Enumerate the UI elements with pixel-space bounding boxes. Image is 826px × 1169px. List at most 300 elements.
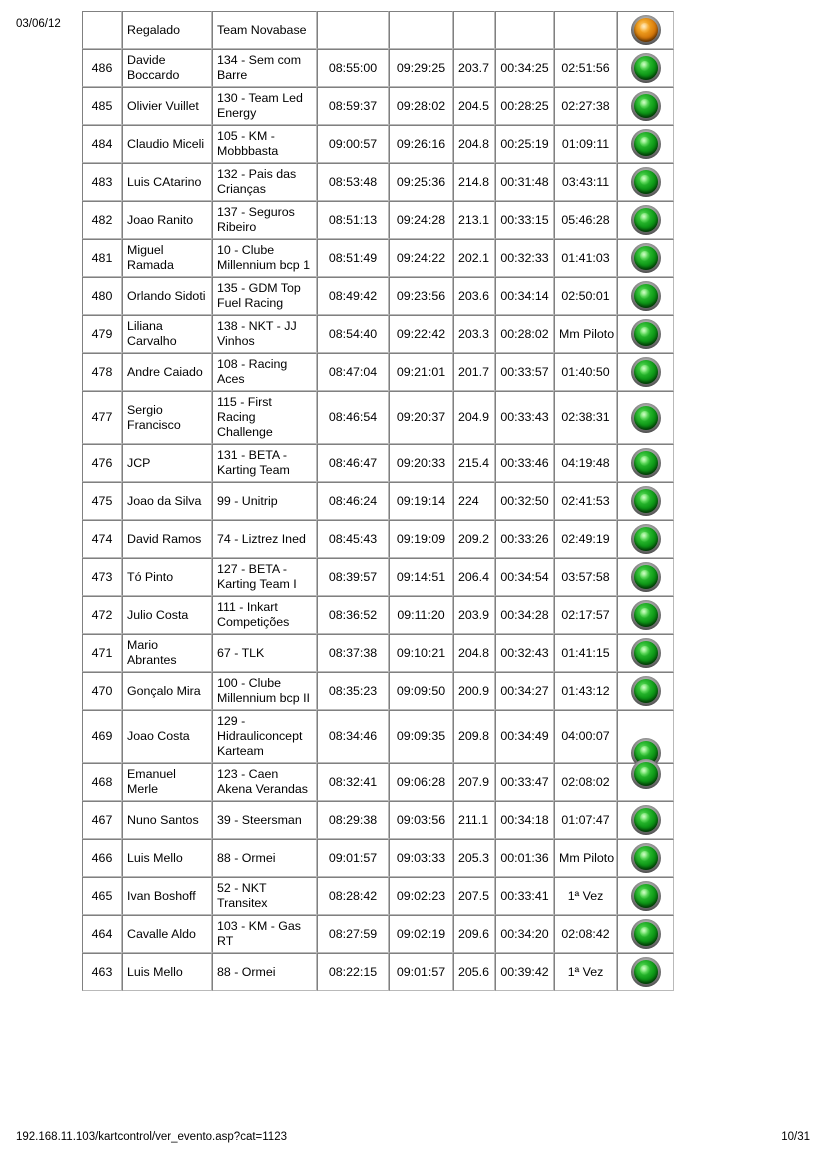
driver-name-cell: Cavalle Aldo	[122, 915, 212, 953]
table-row	[82, 315, 674, 353]
driver-name-cell: Joao da Silva	[122, 482, 212, 520]
end-time-cell: 09:20:37	[389, 391, 453, 444]
status-green-light-icon	[631, 881, 661, 911]
lamp-bulb	[634, 762, 658, 786]
driver-name-cell: Nuno Santos	[122, 801, 212, 839]
speed-cell: 201.7	[453, 353, 495, 391]
status-green-light-icon	[631, 524, 661, 554]
status-green-light-icon	[631, 448, 661, 478]
driver-name-cell: Claudio Miceli	[122, 125, 212, 163]
start-time-cell: 08:32:41	[317, 763, 389, 801]
end-time-cell: 09:11:20	[389, 596, 453, 634]
lamp-bulb	[634, 808, 658, 832]
team-name-cell: 100 - Clube Millennium bcp II	[212, 672, 317, 710]
lamp-bulb	[634, 679, 658, 703]
kart-number-cell: 478	[82, 353, 122, 391]
status-green-light-icon	[631, 919, 661, 949]
team-name-cell: 137 - Seguros Ribeiro	[212, 201, 317, 239]
driver-name-cell: David Ramos	[122, 520, 212, 558]
best-time-cell: 04:19:48	[554, 444, 617, 482]
kart-number-cell: 466	[82, 839, 122, 877]
driver-name-cell: Tó Pinto	[122, 558, 212, 596]
duration-cell: 00:34:27	[495, 672, 554, 710]
end-time-cell: 09:26:16	[389, 125, 453, 163]
kart-number-cell: 471	[82, 634, 122, 672]
team-name-cell: 129 - Hidrauliconcept Karteam	[212, 710, 317, 763]
table-row	[82, 634, 674, 672]
duration-cell: 00:33:15	[495, 201, 554, 239]
end-time-cell: 09:25:36	[389, 163, 453, 201]
lamp-bulb	[634, 94, 658, 118]
table-row	[82, 239, 674, 277]
kart-number-cell: 483	[82, 163, 122, 201]
status-green-light-icon	[631, 53, 661, 83]
duration-cell: 00:34:14	[495, 277, 554, 315]
best-time-cell: 02:08:42	[554, 915, 617, 953]
start-time-cell: 09:01:57	[317, 839, 389, 877]
kart-number-cell: 479	[82, 315, 122, 353]
driver-name-cell: Davide Boccardo	[122, 49, 212, 87]
driver-name-cell: Luis CAtarino	[122, 163, 212, 201]
speed-cell: 204.8	[453, 125, 495, 163]
table-row	[82, 353, 674, 391]
kart-number-cell: 482	[82, 201, 122, 239]
status-indicator-cell	[617, 201, 674, 239]
status-indicator-cell	[617, 801, 674, 839]
speed-cell: 204.5	[453, 87, 495, 125]
speed-cell: 203.6	[453, 277, 495, 315]
table-row	[82, 201, 674, 239]
status-indicator-cell	[617, 520, 674, 558]
best-time-cell: 1ª Vez	[554, 953, 617, 991]
end-time-cell: 09:29:25	[389, 49, 453, 87]
duration-cell: 00:33:41	[495, 877, 554, 915]
status-green-light-icon	[631, 205, 661, 235]
start-time-cell: 08:34:46	[317, 710, 389, 763]
start-time-cell: 08:49:42	[317, 277, 389, 315]
duration-cell: 00:28:25	[495, 87, 554, 125]
lamp-bulb	[634, 246, 658, 270]
start-time-cell: 08:46:54	[317, 391, 389, 444]
kart-number-cell: 486	[82, 49, 122, 87]
end-time-cell: 09:09:50	[389, 672, 453, 710]
start-time-cell: 08:39:57	[317, 558, 389, 596]
speed-cell: 214.8	[453, 163, 495, 201]
start-time-cell: 08:55:00	[317, 49, 389, 87]
lamp-bulb	[634, 132, 658, 156]
table-row	[82, 763, 674, 801]
best-time-cell: 01:09:11	[554, 125, 617, 163]
lamp-bulb	[634, 922, 658, 946]
speed-cell: 209.6	[453, 915, 495, 953]
end-time-cell: 09:02:19	[389, 915, 453, 953]
driver-name-cell: Luis Mello	[122, 839, 212, 877]
best-time-cell: 02:49:19	[554, 520, 617, 558]
status-indicator-cell	[617, 839, 674, 877]
lamp-bulb	[634, 360, 658, 384]
status-green-light-icon	[631, 638, 661, 668]
kart-number-cell: 484	[82, 125, 122, 163]
team-name-cell: 10 - Clube Millennium bcp 1	[212, 239, 317, 277]
status-indicator-cell	[617, 239, 674, 277]
end-time-cell: 09:01:57	[389, 953, 453, 991]
team-name-cell: 131 - BETA - Karting Team	[212, 444, 317, 482]
table-row	[82, 125, 674, 163]
best-time-cell: 02:27:38	[554, 87, 617, 125]
driver-name-cell: Liliana Carvalho	[122, 315, 212, 353]
lamp-bulb	[634, 884, 658, 908]
end-time-cell: 09:10:21	[389, 634, 453, 672]
status-green-light-icon	[631, 957, 661, 987]
start-time-cell	[317, 11, 389, 49]
speed-cell: 202.1	[453, 239, 495, 277]
duration-cell: 00:28:02	[495, 315, 554, 353]
status-green-light-icon	[631, 91, 661, 121]
best-time-cell: 01:40:50	[554, 353, 617, 391]
status-green-light-icon	[631, 319, 661, 349]
start-time-cell: 08:46:24	[317, 482, 389, 520]
speed-cell: 209.8	[453, 710, 495, 763]
footer-url: 192.168.11.103/kartcontrol/ver_evento.asp?cat=1123	[16, 1131, 287, 1143]
duration-cell	[495, 11, 554, 49]
start-time-cell: 08:47:04	[317, 353, 389, 391]
driver-name-cell: Andre Caiado	[122, 353, 212, 391]
start-time-cell: 08:22:15	[317, 953, 389, 991]
driver-name-cell: Julio Costa	[122, 596, 212, 634]
duration-cell: 00:39:42	[495, 953, 554, 991]
end-time-cell: 09:19:14	[389, 482, 453, 520]
kart-number-cell: 465	[82, 877, 122, 915]
lamp-bulb	[634, 18, 658, 42]
end-time-cell: 09:06:28	[389, 763, 453, 801]
end-time-cell: 09:19:09	[389, 520, 453, 558]
end-time-cell: 09:28:02	[389, 87, 453, 125]
kart-number-cell: 464	[82, 915, 122, 953]
team-name-cell: 111 - Inkart Competições	[212, 596, 317, 634]
status-indicator-cell	[617, 634, 674, 672]
lamp-bulb	[634, 846, 658, 870]
status-indicator-cell	[617, 558, 674, 596]
team-name-cell: Team Novabase	[212, 11, 317, 49]
team-name-cell: 123 - Caen Akena Verandas	[212, 763, 317, 801]
lamp-bulb	[634, 641, 658, 665]
table-row	[82, 11, 674, 49]
speed-cell: 207.5	[453, 877, 495, 915]
best-time-cell: Mm Piloto	[554, 839, 617, 877]
duration-cell: 00:01:36	[495, 839, 554, 877]
start-time-cell: 08:37:38	[317, 634, 389, 672]
status-green-light-icon	[631, 843, 661, 873]
duration-cell: 00:33:47	[495, 763, 554, 801]
speed-cell: 224	[453, 482, 495, 520]
duration-cell: 00:32:43	[495, 634, 554, 672]
end-time-cell: 09:02:23	[389, 877, 453, 915]
duration-cell: 00:33:46	[495, 444, 554, 482]
status-indicator-cell	[617, 277, 674, 315]
driver-name-cell: Regalado	[122, 11, 212, 49]
best-time-cell: 03:57:58	[554, 558, 617, 596]
speed-cell: 206.4	[453, 558, 495, 596]
status-indicator-cell	[617, 482, 674, 520]
lamp-bulb	[634, 170, 658, 194]
best-time-cell: 01:43:12	[554, 672, 617, 710]
team-name-cell: 103 - KM - Gas RT	[212, 915, 317, 953]
end-time-cell: 09:03:56	[389, 801, 453, 839]
start-time-cell: 08:51:49	[317, 239, 389, 277]
team-name-cell: 88 - Ormei	[212, 953, 317, 991]
table-row	[82, 672, 674, 710]
status-orange-light-icon	[631, 15, 661, 45]
team-name-cell: 74 - Liztrez Ined	[212, 520, 317, 558]
best-time-cell: 02:41:53	[554, 482, 617, 520]
table-row	[82, 277, 674, 315]
status-indicator-cell	[617, 596, 674, 634]
end-time-cell: 09:21:01	[389, 353, 453, 391]
kart-number-cell: 468	[82, 763, 122, 801]
best-time-cell: 02:08:02	[554, 763, 617, 801]
team-name-cell: 130 - Team Led Energy	[212, 87, 317, 125]
team-name-cell: 108 - Racing Aces	[212, 353, 317, 391]
speed-cell: 213.1	[453, 201, 495, 239]
status-green-light-icon	[631, 600, 661, 630]
speed-cell: 204.8	[453, 634, 495, 672]
driver-name-cell: Olivier Vuillet	[122, 87, 212, 125]
lamp-bulb	[634, 565, 658, 589]
team-name-cell: 88 - Ormei	[212, 839, 317, 877]
end-time-cell: 09:03:33	[389, 839, 453, 877]
speed-cell: 204.9	[453, 391, 495, 444]
table-row	[82, 391, 674, 444]
lamp-bulb	[634, 406, 658, 430]
kart-number-cell: 485	[82, 87, 122, 125]
team-name-cell: 105 - KM - Mobbbasta	[212, 125, 317, 163]
driver-name-cell: Miguel Ramada	[122, 239, 212, 277]
kart-number-cell: 480	[82, 277, 122, 315]
kart-number-cell: 474	[82, 520, 122, 558]
duration-cell: 00:25:19	[495, 125, 554, 163]
status-green-light-icon	[631, 281, 661, 311]
start-time-cell: 08:53:48	[317, 163, 389, 201]
driver-name-cell: JCP	[122, 444, 212, 482]
lamp-bulb	[634, 284, 658, 308]
duration-cell: 00:33:43	[495, 391, 554, 444]
results-table	[82, 11, 674, 991]
status-indicator-cell	[617, 391, 674, 444]
start-time-cell: 08:54:40	[317, 315, 389, 353]
status-green-light-icon	[631, 676, 661, 706]
best-time-cell: 04:00:07	[554, 710, 617, 763]
start-time-cell: 08:36:52	[317, 596, 389, 634]
speed-cell: 205.3	[453, 839, 495, 877]
speed-cell: 200.9	[453, 672, 495, 710]
speed-cell: 207.9	[453, 763, 495, 801]
status-green-light-icon	[631, 805, 661, 835]
driver-name-cell: Orlando Sidoti	[122, 277, 212, 315]
driver-name-cell: Gonçalo Mira	[122, 672, 212, 710]
end-time-cell: 09:24:28	[389, 201, 453, 239]
table-row	[82, 877, 674, 915]
table-row	[82, 839, 674, 877]
driver-name-cell: Mario Abrantes	[122, 634, 212, 672]
start-time-cell: 08:28:42	[317, 877, 389, 915]
print-date: 03/06/12	[16, 18, 61, 30]
team-name-cell: 115 - First Racing Challenge	[212, 391, 317, 444]
duration-cell: 00:34:18	[495, 801, 554, 839]
best-time-cell: 02:17:57	[554, 596, 617, 634]
team-name-cell: 39 - Steersman	[212, 801, 317, 839]
start-time-cell: 09:00:57	[317, 125, 389, 163]
duration-cell: 00:34:54	[495, 558, 554, 596]
speed-cell: 211.1	[453, 801, 495, 839]
duration-cell: 00:34:49	[495, 710, 554, 763]
lamp-bulb	[634, 208, 658, 232]
end-time-cell: 09:22:42	[389, 315, 453, 353]
start-time-cell: 08:45:43	[317, 520, 389, 558]
end-time-cell	[389, 11, 453, 49]
results-table-body	[82, 11, 674, 991]
best-time-cell: 02:38:31	[554, 391, 617, 444]
kart-number-cell: 470	[82, 672, 122, 710]
speed-cell	[453, 11, 495, 49]
status-indicator-cell	[617, 125, 674, 163]
status-indicator-cell	[617, 11, 674, 49]
kart-number-cell: 476	[82, 444, 122, 482]
status-indicator-cell	[617, 953, 674, 991]
status-indicator-cell	[617, 163, 674, 201]
kart-number-cell: 469	[82, 710, 122, 763]
speed-cell: 215.4	[453, 444, 495, 482]
best-time-cell: 01:41:15	[554, 634, 617, 672]
status-green-light-icon	[631, 357, 661, 387]
best-time-cell: 03:43:11	[554, 163, 617, 201]
kart-number-cell: 463	[82, 953, 122, 991]
driver-name-cell: Luis Mello	[122, 953, 212, 991]
results-table-viewport	[82, 22, 674, 1131]
status-indicator-cell	[617, 49, 674, 87]
kart-number-cell: 472	[82, 596, 122, 634]
footer-page-number: 10/31	[781, 1131, 810, 1143]
table-row	[82, 87, 674, 125]
team-name-cell: 138 - NKT - JJ Vinhos	[212, 315, 317, 353]
end-time-cell: 09:23:56	[389, 277, 453, 315]
table-row	[82, 953, 674, 991]
lamp-bulb	[634, 322, 658, 346]
status-indicator-cell	[617, 444, 674, 482]
status-green-light-icon	[631, 562, 661, 592]
driver-name-cell: Emanuel Merle	[122, 763, 212, 801]
status-green-light-icon	[631, 129, 661, 159]
team-name-cell: 134 - Sem com Barre	[212, 49, 317, 87]
duration-cell: 00:34:20	[495, 915, 554, 953]
status-green-light-icon	[631, 243, 661, 273]
best-time-cell: 01:07:47	[554, 801, 617, 839]
start-time-cell: 08:59:37	[317, 87, 389, 125]
table-row	[82, 558, 674, 596]
end-time-cell: 09:20:33	[389, 444, 453, 482]
table-row	[82, 915, 674, 953]
speed-cell: 203.7	[453, 49, 495, 87]
start-time-cell: 08:35:23	[317, 672, 389, 710]
duration-cell: 00:34:28	[495, 596, 554, 634]
team-name-cell: 132 - Pais das Crianças	[212, 163, 317, 201]
lamp-bulb	[634, 960, 658, 984]
table-row	[82, 444, 674, 482]
team-name-cell: 99 - Unitrip	[212, 482, 317, 520]
lamp-bulb	[634, 451, 658, 475]
table-row	[82, 710, 674, 763]
status-green-light-icon	[631, 167, 661, 197]
best-time-cell: 05:46:28	[554, 201, 617, 239]
status-indicator-cell	[617, 87, 674, 125]
start-time-cell: 08:27:59	[317, 915, 389, 953]
team-name-cell: 127 - BETA - Karting Team I	[212, 558, 317, 596]
team-name-cell: 67 - TLK	[212, 634, 317, 672]
end-time-cell: 09:09:35	[389, 710, 453, 763]
end-time-cell: 09:14:51	[389, 558, 453, 596]
status-green-light-icon	[631, 759, 661, 789]
team-name-cell: 135 - GDM Top Fuel Racing	[212, 277, 317, 315]
table-row	[82, 596, 674, 634]
best-time-cell: Mm Piloto	[554, 315, 617, 353]
best-time-cell: 1ª Vez	[554, 877, 617, 915]
table-row	[82, 163, 674, 201]
status-indicator-cell	[617, 672, 674, 710]
best-time-cell: 02:51:56	[554, 49, 617, 87]
table-row	[82, 520, 674, 558]
duration-cell: 00:33:57	[495, 353, 554, 391]
best-time-cell: 01:41:03	[554, 239, 617, 277]
lamp-bulb	[634, 603, 658, 627]
best-time-cell: 02:50:01	[554, 277, 617, 315]
lamp-bulb	[634, 527, 658, 551]
speed-cell: 205.6	[453, 953, 495, 991]
lamp-bulb	[634, 56, 658, 80]
driver-name-cell: Joao Costa	[122, 710, 212, 763]
duration-cell: 00:32:33	[495, 239, 554, 277]
end-time-cell: 09:24:22	[389, 239, 453, 277]
kart-number-cell: 473	[82, 558, 122, 596]
kart-number-cell: 477	[82, 391, 122, 444]
start-time-cell: 08:46:47	[317, 444, 389, 482]
lamp-bulb	[634, 489, 658, 513]
kart-number-cell	[82, 11, 122, 49]
kart-number-cell: 467	[82, 801, 122, 839]
duration-cell: 00:34:25	[495, 49, 554, 87]
duration-cell: 00:32:50	[495, 482, 554, 520]
driver-name-cell: Sergio Francisco	[122, 391, 212, 444]
speed-cell: 203.3	[453, 315, 495, 353]
status-indicator-cell	[617, 710, 674, 763]
kart-number-cell: 475	[82, 482, 122, 520]
duration-cell: 00:33:26	[495, 520, 554, 558]
status-indicator-cell	[617, 315, 674, 353]
status-indicator-cell	[617, 877, 674, 915]
speed-cell: 209.2	[453, 520, 495, 558]
team-name-cell: 52 - NKT Transitex	[212, 877, 317, 915]
table-row	[82, 801, 674, 839]
start-time-cell: 08:29:38	[317, 801, 389, 839]
status-indicator-cell	[617, 915, 674, 953]
start-time-cell: 08:51:13	[317, 201, 389, 239]
best-time-cell	[554, 11, 617, 49]
driver-name-cell: Joao Ranito	[122, 201, 212, 239]
driver-name-cell: Ivan Boshoff	[122, 877, 212, 915]
speed-cell: 203.9	[453, 596, 495, 634]
kart-number-cell: 481	[82, 239, 122, 277]
status-indicator-cell	[617, 353, 674, 391]
print-footer	[0, 1131, 826, 1147]
table-row	[82, 482, 674, 520]
